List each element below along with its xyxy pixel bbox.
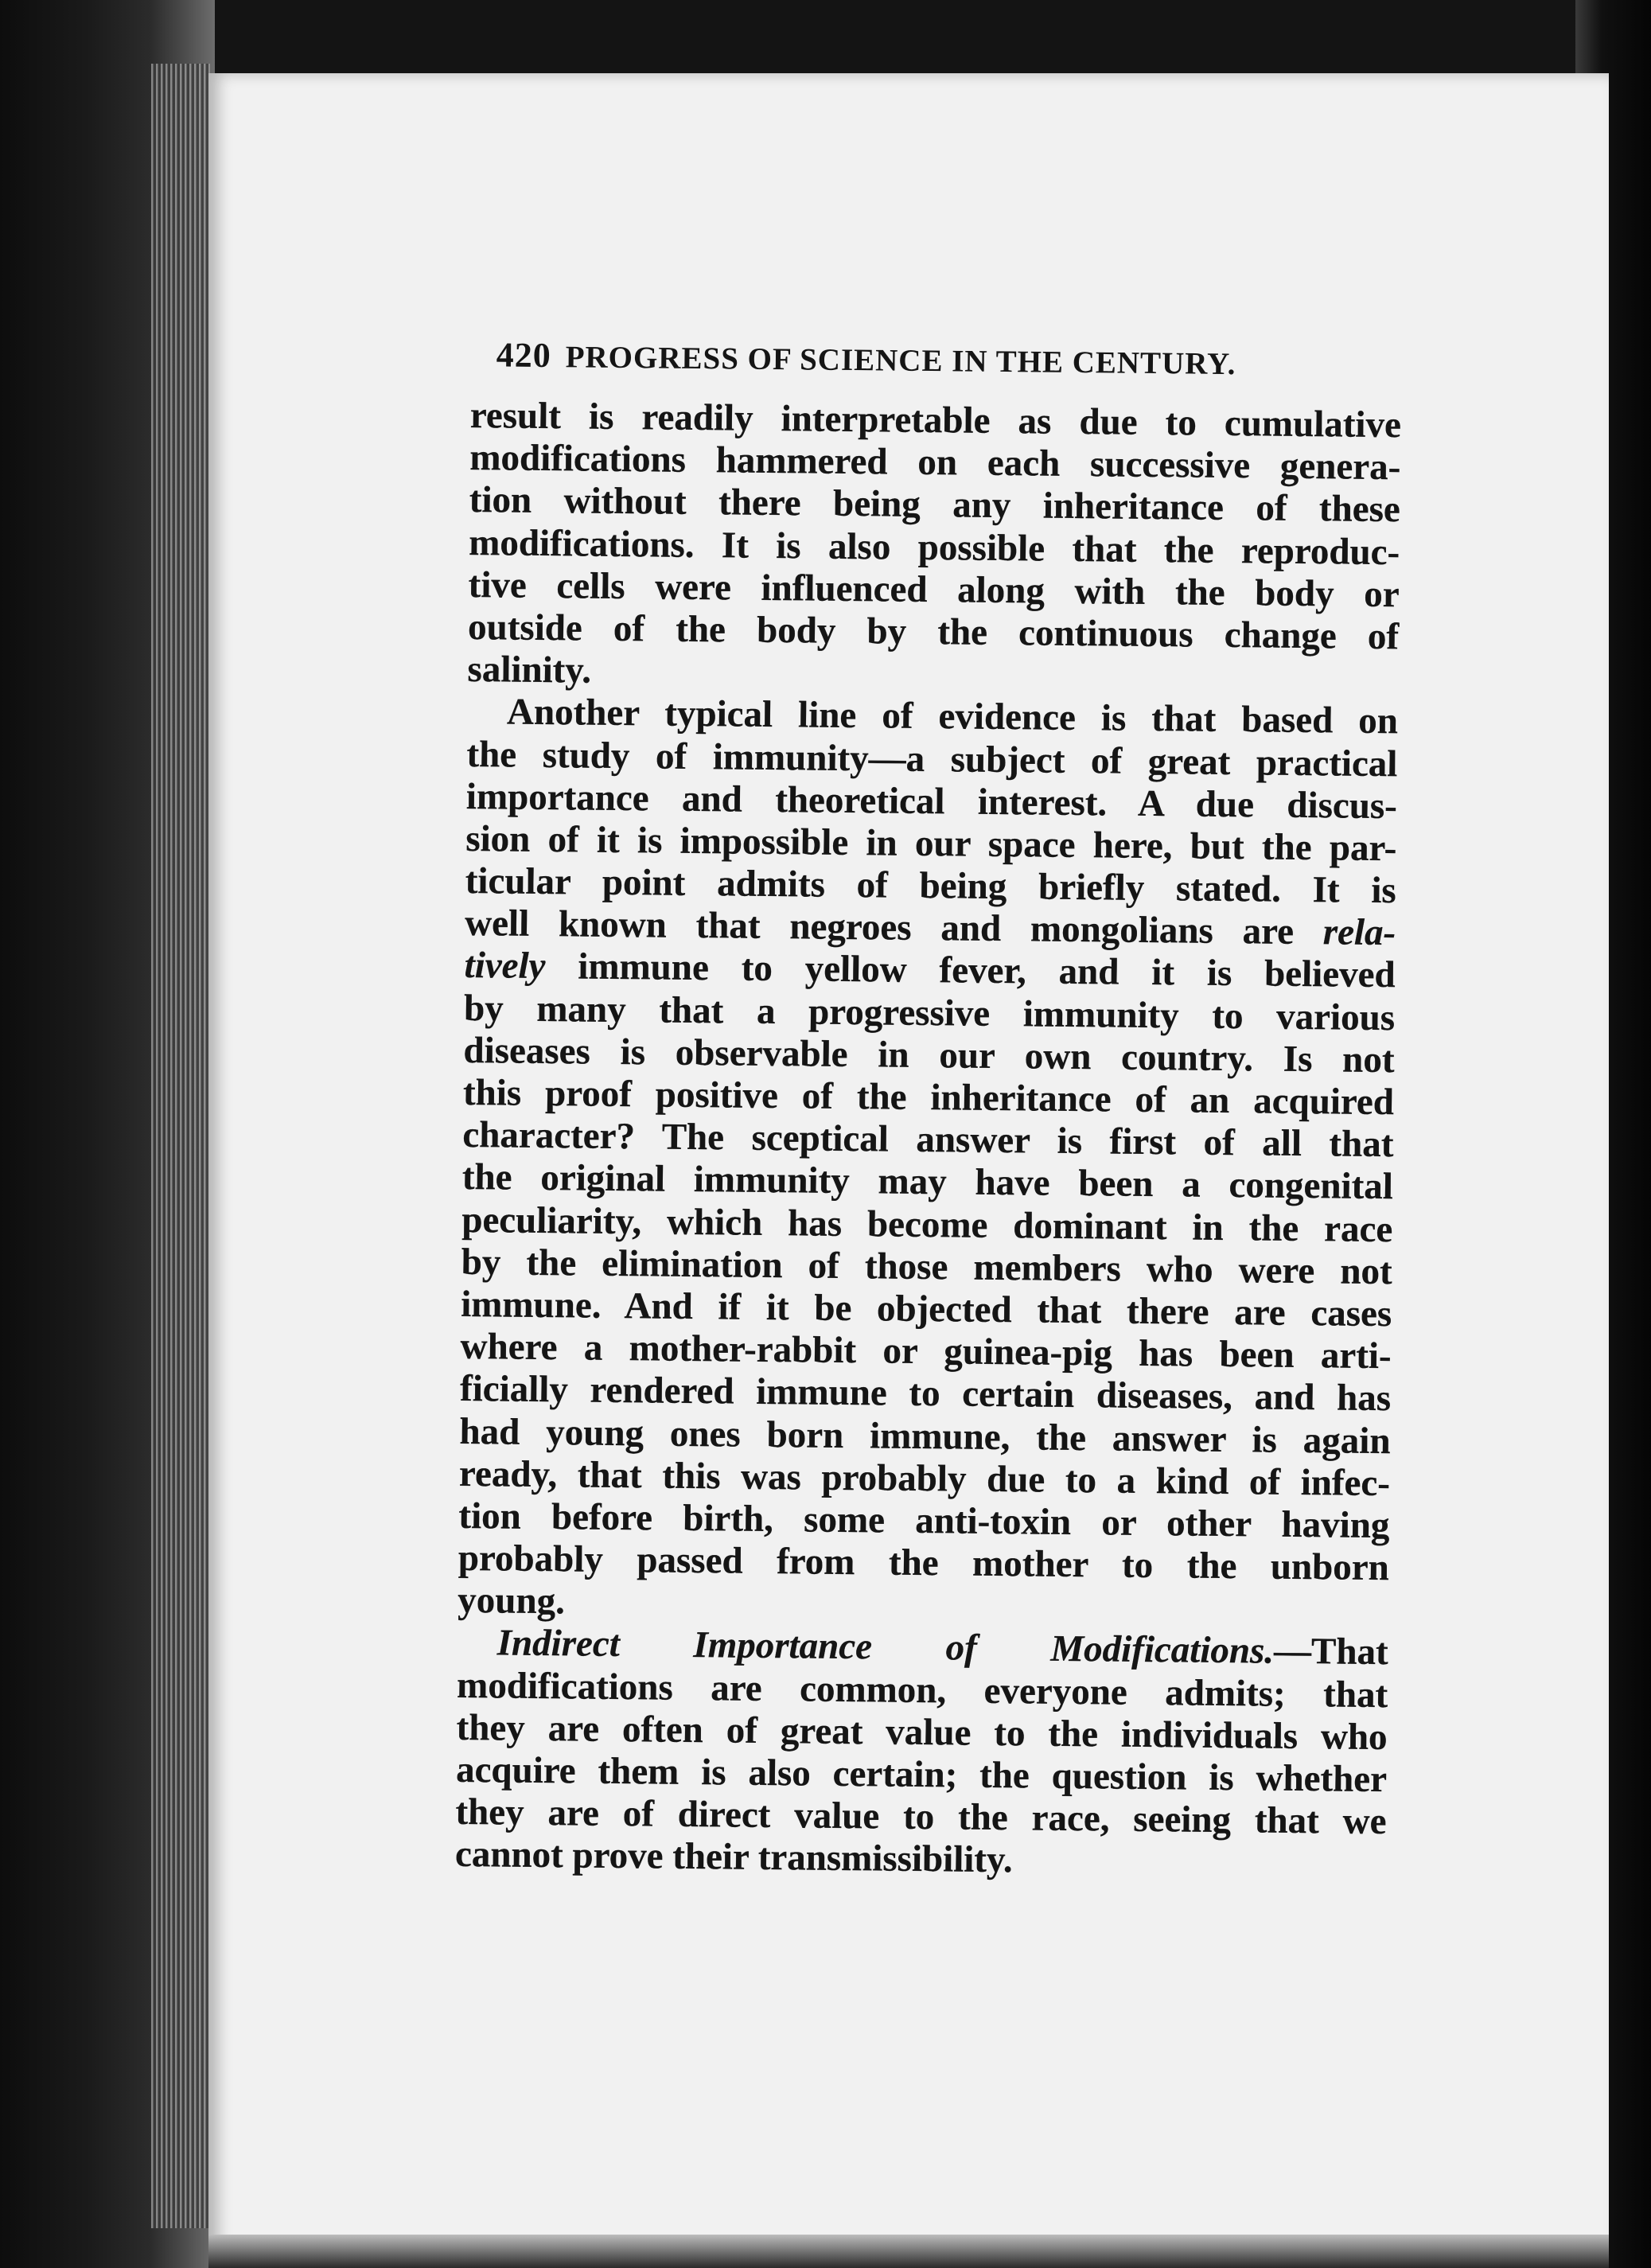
section-heading-italic: Indirect Importance of Modifications.	[496, 1622, 1275, 1673]
text-line: sion of it is impossible in our space here, but the par-	[465, 817, 1397, 870]
page-text-block	[455, 334, 1402, 1886]
text-line: ready, that this was probably due to a kind of infec-	[458, 1452, 1391, 1504]
text-run: immune to yellow fever, and it is believed	[545, 945, 1396, 996]
text-line: result is readily interpretable as due to cumulative	[469, 394, 1402, 446]
text-line: where a mother-rabbit or guinea-pig has been arti-	[460, 1326, 1392, 1378]
text-line: by many that a progressive immunity to various	[463, 987, 1396, 1039]
text-line: the original immunity may have been a congenital	[461, 1156, 1394, 1208]
text-line: probably passed from the mother to the unborn	[458, 1537, 1390, 1589]
text-line: Another typical line of evidence is that based on	[506, 691, 1399, 742]
text-line: salinity.	[467, 649, 592, 692]
text-run: —That	[1273, 1631, 1388, 1674]
text-line: character? The sceptical answer is first of all that	[462, 1114, 1394, 1166]
text-line: had young ones born immune, the answer is again	[459, 1410, 1391, 1462]
text-line: this proof positive of the inheritance of an acquired	[462, 1071, 1395, 1124]
text-line: by the elimination of those members who were not	[461, 1241, 1393, 1292]
text-line: tive cells were influenced along with the body or	[468, 563, 1400, 615]
text-line: ticular point admits of being briefly stated. It is	[465, 860, 1397, 912]
text-line: immune. And if it be objected that there are cases	[460, 1283, 1392, 1335]
text-line: acquire them is also certain; the question is whether	[455, 1748, 1388, 1801]
italic-run: tively	[464, 945, 546, 988]
text-line: modifications hammered on each successive genera-	[469, 437, 1401, 489]
text-line: tion before birth, some anti-toxin or other having	[458, 1494, 1390, 1547]
text-line: they are of direct value to the race, seeing that we	[455, 1791, 1387, 1843]
italic-run: rela-	[1322, 911, 1396, 954]
text-line: modifications are common, everyone admits; that	[456, 1664, 1388, 1716]
paragraph-2	[458, 691, 1398, 1631]
text-line: peculiarity, which has become dominant in the race	[461, 1198, 1393, 1250]
paragraph-1	[467, 395, 1401, 701]
running-head	[496, 334, 1402, 387]
page-stack-edge	[151, 64, 211, 2228]
running-title: PROGRESS OF SCIENCE IN THE CENTURY.	[565, 340, 1236, 382]
text-line: they are often of great value to the individuals who	[456, 1706, 1388, 1758]
text-line: ficially rendered immune to certain diseases, and has	[459, 1368, 1392, 1420]
text-line: diseases is observable in our own country. Is not	[463, 1029, 1395, 1081]
text-run: well known that negroes and mongolians are	[464, 902, 1324, 953]
paragraph-3	[455, 1622, 1388, 1885]
text-line: modifications. It is also possible that the reproduc-	[468, 521, 1400, 573]
text-line: tion without there being any inheritance of these	[469, 479, 1401, 531]
text-line: outside of the body by the continuous change of	[467, 606, 1400, 658]
page-bottom-edge	[208, 2235, 1609, 2268]
text-line: young.	[458, 1580, 566, 1623]
text-line: cannot prove their transmissibility.	[454, 1833, 1013, 1881]
page-number: 420	[496, 335, 551, 376]
text-line: importance and theoretical interest. A due discus-	[465, 775, 1398, 827]
text-line: the study of immunity—a subject of great practical	[466, 733, 1398, 785]
